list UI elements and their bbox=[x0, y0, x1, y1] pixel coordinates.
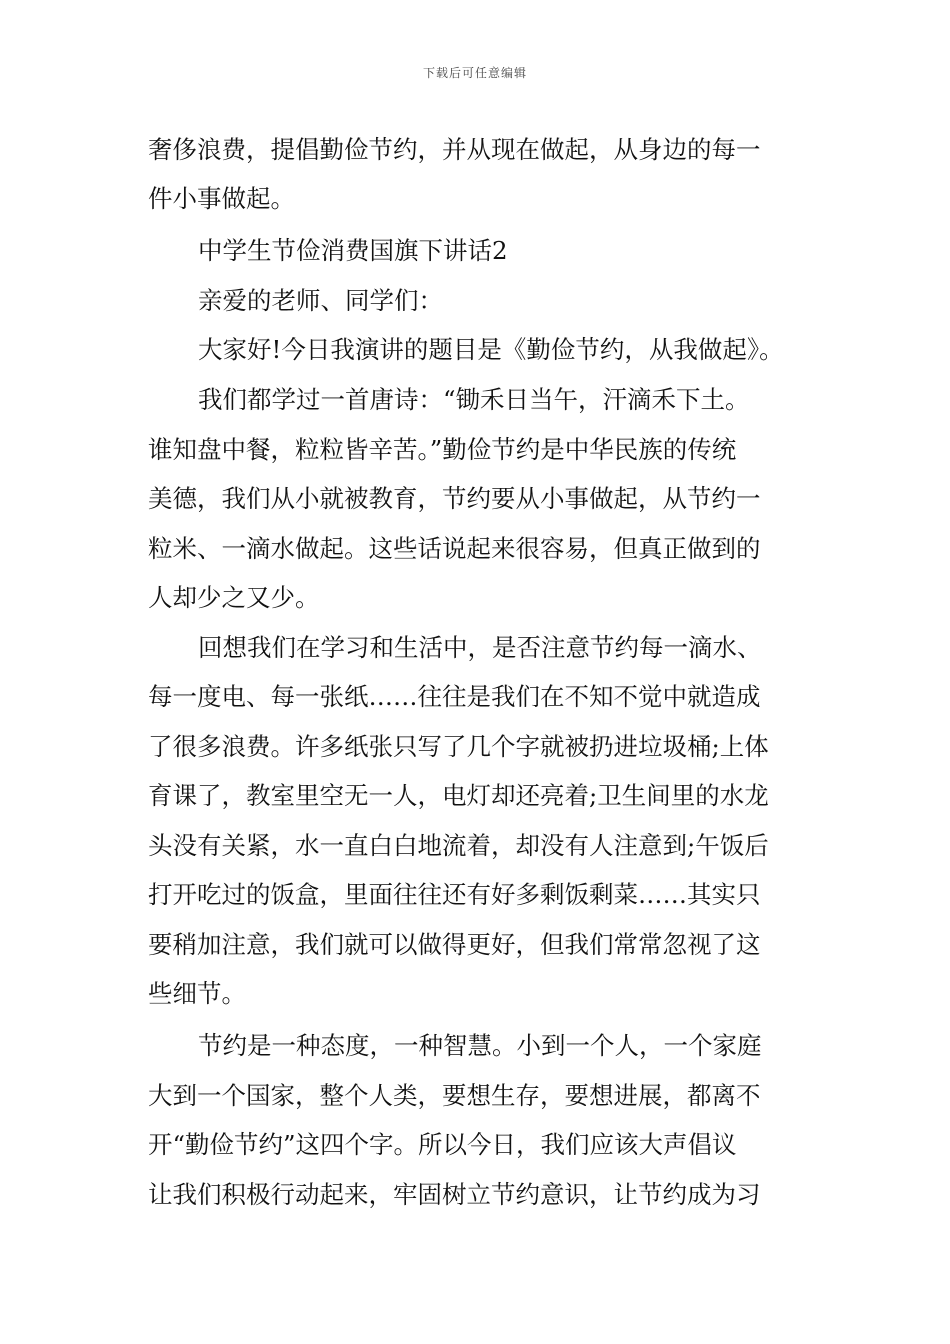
text-line: 打开吃过的饭盒，里面往往还有好多剩饭剩菜……其实只 bbox=[148, 880, 761, 909]
text-line: 美德，我们从小就被教育，节约要从小事做起，从节约一 bbox=[148, 484, 761, 513]
text-line: 育课了，教室里空无一人，电灯却还亮着;卫生间里的水龙 bbox=[148, 781, 769, 810]
text-line: 节约是一种态度，一种智慧。小到一个人，一个家庭 bbox=[198, 1031, 762, 1060]
page-header-note: 下载后可任意编辑 bbox=[422, 66, 527, 80]
text-line: 我们都学过一首唐诗：“锄禾日当午，汗滴禾下土。 bbox=[198, 385, 750, 414]
salutation: 亲爱的老师、同学们： bbox=[198, 286, 443, 315]
text-line: 人却少之又少。 bbox=[148, 583, 320, 612]
text-line: 头没有关紧，水一直白白地流着，却没有人注意到;午饭后 bbox=[148, 831, 769, 860]
text-line: 让我们积极行动起来，牢固树立节约意识，让节约成为习 bbox=[148, 1180, 761, 1209]
text-line: 奢侈浪费，提倡勤俭节约，并从现在做起，从身边的每一 bbox=[148, 135, 761, 164]
text-line: 大家好!今日我演讲的题目是《勤俭节约，从我做起》。 bbox=[198, 335, 784, 364]
text-line: 开“勤俭节约”这四个字。所以今日，我们应该大声倡议 bbox=[148, 1130, 737, 1159]
section-title: 中学生节俭消费国旗下讲话2 bbox=[198, 236, 508, 265]
text-line: 要稍加注意，我们就可以做得更好，但我们常常忽视了这 bbox=[148, 930, 761, 959]
text-line: 回想我们在学习和生活中，是否注意节约每一滴水、 bbox=[198, 633, 762, 662]
text-line: 大到一个国家，整个人类，要想生存，要想进展，都离不 bbox=[148, 1081, 761, 1110]
text-line: 件小事做起。 bbox=[148, 184, 295, 213]
text-line: 粒米、一滴水做起。这些话说起来很容易，但真正做到的 bbox=[148, 534, 761, 563]
text-line: 了很多浪费。许多纸张只写了几个字就被扔进垃圾桶;上体 bbox=[148, 732, 769, 761]
text-line: 每一度电、每一张纸……往往是我们在不知不觉中就造成 bbox=[148, 682, 761, 711]
text-line: 谁知盘中餐，粒粒皆辛苦。”勤俭节约是中华民族的传统 bbox=[148, 435, 737, 464]
text-line: 些细节。 bbox=[148, 979, 246, 1008]
